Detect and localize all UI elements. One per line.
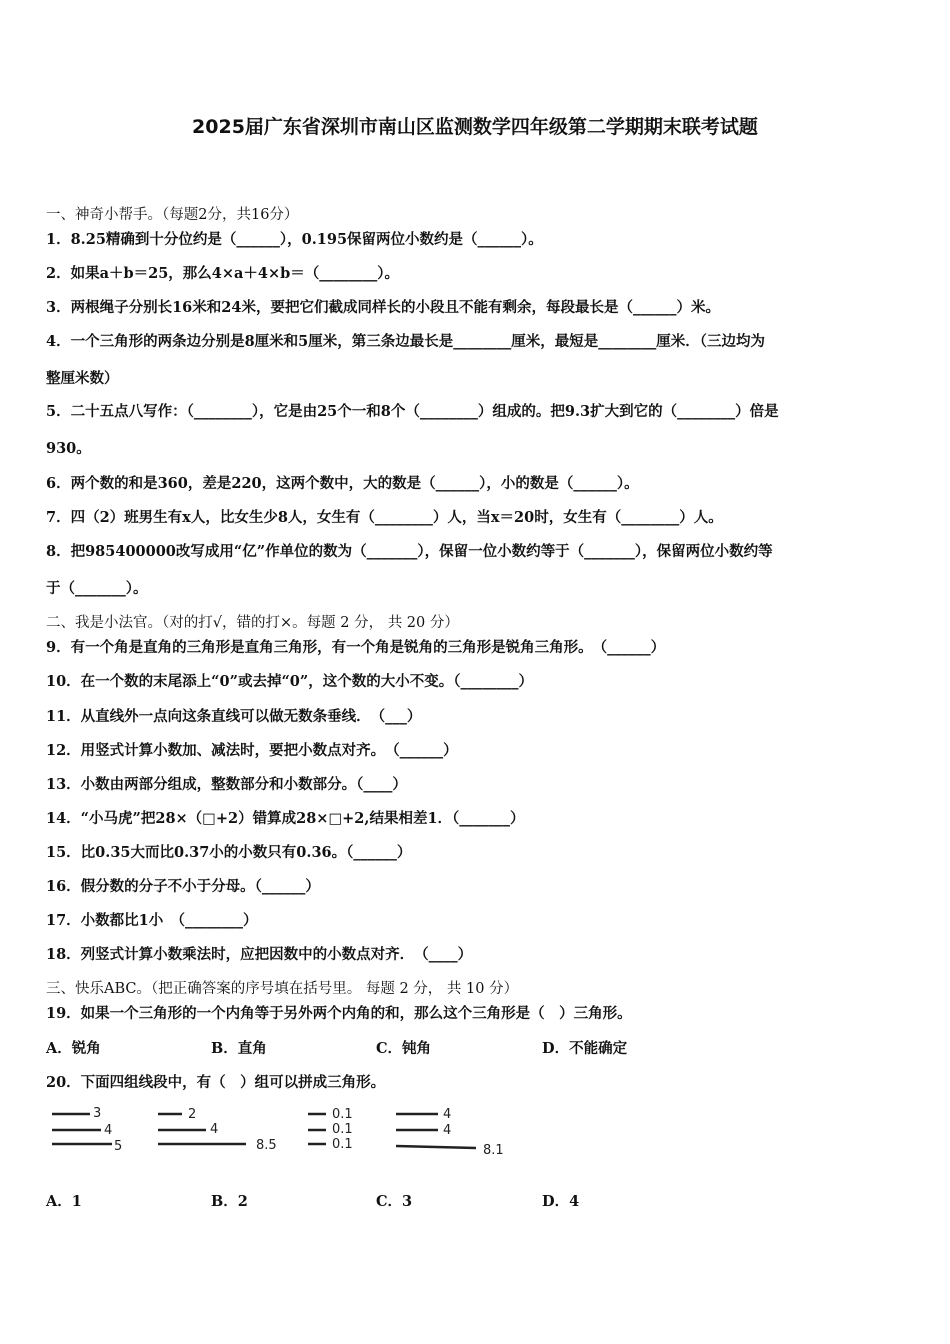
question-12: 12．用竖式计算小数加、减法时，要把小数点对齐。 （______） (46, 742, 458, 759)
question-6: 6．两个数的和是360，差是220，这两个数中，大的数是（______），小的数是（______）。 (46, 475, 639, 492)
option-a: A．锐角 (46, 1040, 101, 1057)
segment-label: 4 (210, 1122, 219, 1137)
segment-label: 8.5 (256, 1138, 277, 1153)
segment-label: 4 (443, 1107, 452, 1122)
option-b: B．直角 (211, 1040, 267, 1057)
segment-group-3 (300, 1100, 380, 1158)
question-18: 18．列竖式计算小数乘法时，应把因数中的小数点对齐． （____） (46, 946, 473, 963)
segment-label: 3 (93, 1106, 102, 1121)
question-1: 1．8.25精确到十分位约是（______），0.195保留两位小数约是（______）。 (46, 231, 543, 248)
question-20: 20．下面四组线段中，有（ ）组可以拼成三角形。 (46, 1074, 386, 1091)
option-c: C．3 (376, 1193, 413, 1210)
option-b: B．2 (211, 1193, 248, 1210)
segment-group-4 (390, 1100, 520, 1158)
question-13: 13．小数由两部分组成，整数部分和小数部分。（____） (46, 776, 407, 793)
question-14: 14．“小马虎”把28×（□+2）错算成28×□+2,结果相差1．（_______） (46, 810, 525, 827)
question-17: 17．小数都比1小 （________） (46, 912, 258, 929)
question-15: 15．比0.35大而比0.37小的小数只有0.36。（______） (46, 844, 412, 861)
question-3: 3．两根绳子分别长16米和24米，要把它们截成同样长的小段且不能有剩余，每段最长是（______）米。 (46, 299, 720, 316)
question-11: 11．从直线外一点向这条直线可以做无数条垂线． （___） (46, 708, 422, 725)
question-9: 9．有一个角是直角的三角形是直角三角形，有一个角是锐角的三角形是锐角三角形。 （______） (46, 639, 666, 656)
question-10: 10．在一个数的末尾添上“0”或去掉“0”，这个数的大小不变。（________） (46, 673, 533, 690)
segment-label: 8.1 (483, 1143, 504, 1158)
segment-group-1 (46, 1100, 136, 1158)
section-heading-3: 三、快乐ABC。（把正确答案的序号填在括号里。 每题 2 分， 共 10 分） (46, 981, 519, 997)
option-d: D．4 (542, 1193, 580, 1210)
question-8-line-2: 于（_______）。 (46, 580, 148, 597)
segment-label: 0.1 (332, 1122, 353, 1137)
question-5-line-1: 5．二十五点八写作：（________），它是由25个一和8个（________）组成的。把9.3扩大到它的（________）倍是 (46, 403, 779, 420)
segment-label: 0.1 (332, 1107, 353, 1122)
question-19: 19．如果一个三角形的一个内角等于另外两个内角的和，那么这个三角形是（ ）三角形。 (46, 1005, 632, 1022)
page-title: 2025届广东省深圳市南山区监测数学四年级第二学期期末联考试题 (192, 116, 758, 138)
segment-label: 2 (188, 1107, 197, 1122)
question-4-line-1: 4．一个三角形的两条边分别是8厘米和5厘米，第三条边最长是________厘米，最短是________厘米．（三边均为 (46, 333, 766, 350)
question-4-line-2: 整厘米数） (46, 370, 119, 387)
segment-label: 4 (443, 1123, 452, 1138)
section-heading-1: 一、神奇小帮手。（每题2分，共16分） (46, 207, 299, 223)
segment-label: 4 (104, 1123, 113, 1138)
section-heading-2: 二、我是小法官。（对的打√，错的打×。每题 2 分， 共 20 分） (46, 615, 459, 631)
question-5-line-2: 930。 (46, 440, 91, 457)
question-16: 16．假分数的分子不小于分母。（______） (46, 878, 320, 895)
segment-group-2 (150, 1100, 290, 1158)
option-c: C．钝角 (376, 1040, 432, 1057)
question-8-line-1: 8．把985400000改写成用“亿”作单位的数为（_______），保留一位小数约等于（_______），保留两位小数约等 (46, 543, 773, 560)
segment-label: 5 (114, 1139, 123, 1154)
question-7: 7．四（2）班男生有x人，比女生少8人，女生有（________）人，当x＝20时，女生有（________）人。 (46, 509, 723, 526)
option-d: D．不能确定 (542, 1040, 628, 1057)
option-a: A．1 (46, 1193, 82, 1210)
segment-label: 0.1 (332, 1137, 353, 1152)
question-2: 2．如果a＋b＝25，那么4×a＋4×b＝（________）。 (46, 265, 400, 282)
